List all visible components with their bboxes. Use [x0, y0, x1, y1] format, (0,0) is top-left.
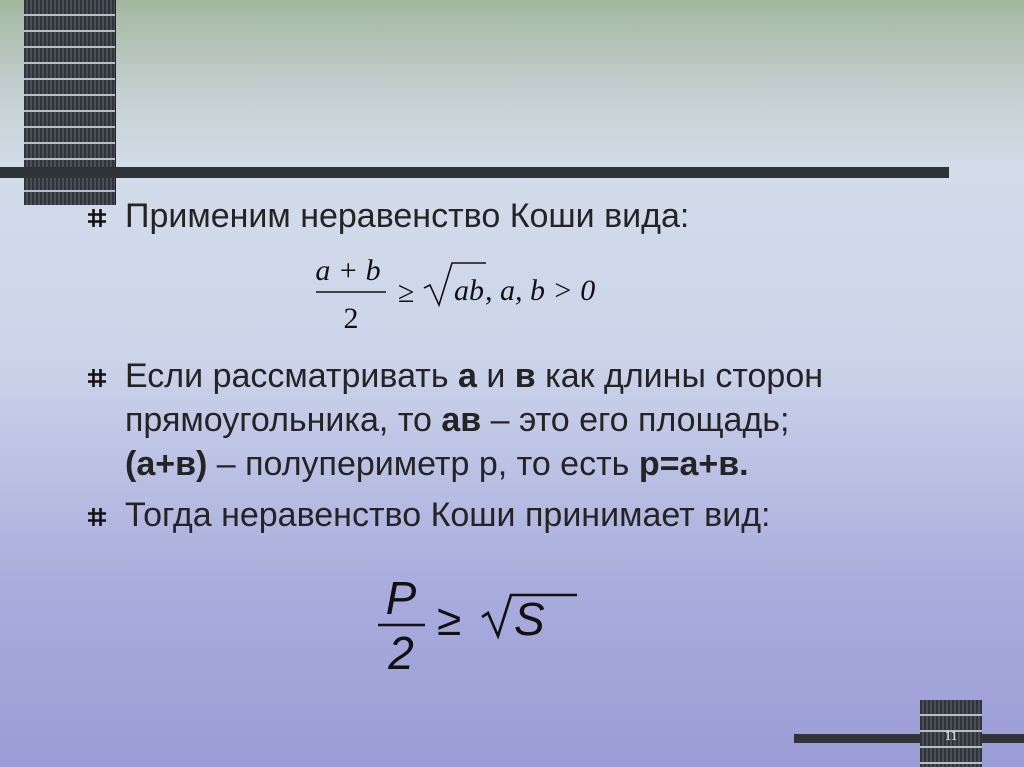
formula1-numerator: a + b: [315, 254, 381, 287]
hash-bullet-icon: [87, 507, 107, 527]
formula2-denominator: 2: [388, 627, 414, 677]
formula1-relation: ≥: [398, 276, 415, 309]
formula1-condition: , a, b > 0: [485, 274, 596, 307]
bullet-1-text: Применим неравенство Коши вида:: [125, 197, 690, 235]
title-divider-bar: [0, 167, 949, 178]
slide-page-number: 11: [944, 728, 958, 743]
formula2-radicand: S: [514, 593, 545, 645]
footer-divider-bar: [794, 734, 1024, 743]
formula1-denominator: 2: [343, 302, 359, 335]
bullet-2-line-1: Если рассматривать а и в как длины сторон: [125, 357, 824, 395]
formula2-numerator: P: [385, 572, 417, 624]
bullet-3-text: Тогда неравенство Коши принимает вид:: [125, 496, 771, 534]
perimeter-area-inequality-formula: [370, 572, 590, 677]
bullet-2-line-3: (а+в) – полупериметр р, то есть р=а+в.: [125, 445, 749, 483]
cauchy-inequality-formula: [300, 250, 640, 335]
hash-bullet-icon: [87, 368, 107, 388]
bullet-2-text: [125, 354, 1005, 486]
formula1-radicand: ab: [454, 274, 484, 307]
hash-bullet-icon: [87, 208, 107, 228]
bullet-2-line-2: прямоугольника, то ав – это его площадь;: [125, 401, 790, 439]
formula2-relation: ≥: [437, 596, 462, 645]
